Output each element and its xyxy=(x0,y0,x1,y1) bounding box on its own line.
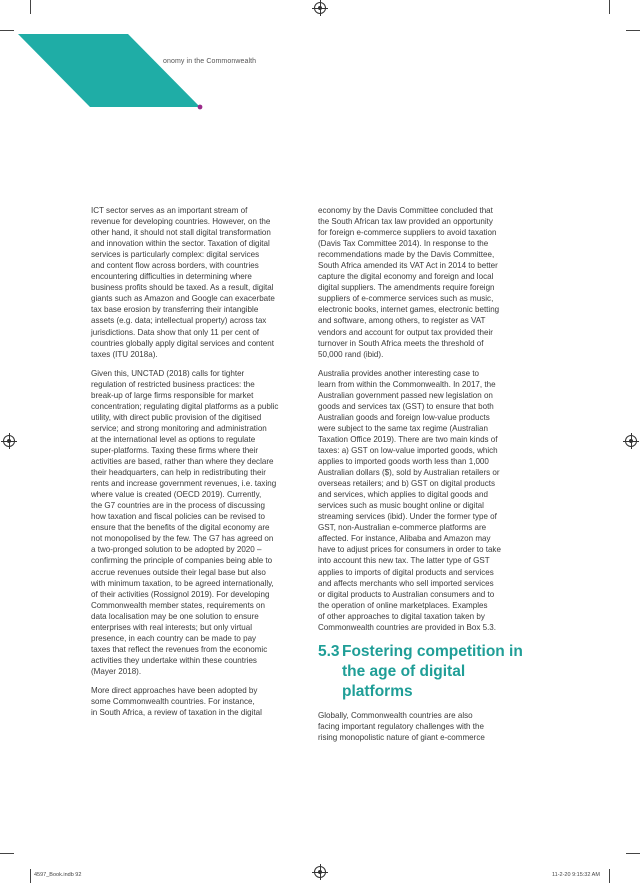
text-line: rising monopolistic nature of giant e-commerce xyxy=(318,732,485,742)
text-line: break-up of large firms responsible for market xyxy=(91,390,254,400)
text-line: applies to imports of digital products and services xyxy=(318,567,494,577)
section-heading xyxy=(318,642,532,702)
text-line: how taxation and fiscal policies can be revised to xyxy=(91,512,266,522)
text-line: GST, non-Australian e-commerce platforms are xyxy=(318,523,487,533)
slug-file-info: 4597_Book.indb 92 xyxy=(34,872,82,878)
text-line: Given this, UNCTAD (2018) calls for tighter xyxy=(91,368,245,378)
text-line: accrue revenues outside their legal base but also xyxy=(91,567,266,577)
text-line: taxes: a) GST on low-value imported goods, which xyxy=(318,445,498,455)
text-line: regulation of restricted business practices: the xyxy=(91,379,255,389)
text-line: of their activities (Rossignol 2019). For developing xyxy=(91,589,270,599)
text-line: More direct approaches have been adopted by xyxy=(91,685,258,695)
body-paragraph xyxy=(318,205,532,360)
right-column-body-top xyxy=(318,205,532,633)
text-line: at the international level as options to regulate xyxy=(91,434,256,444)
text-line: with minimum taxation, to be agreed internationally, xyxy=(91,578,274,588)
crop-mark xyxy=(626,853,640,854)
registration-mark-icon xyxy=(3,435,15,447)
banner-parallelogram xyxy=(18,34,200,107)
text-line: or digital products to Australian consumers and to xyxy=(318,589,495,599)
text-line: Australia provides another interesting case to xyxy=(318,368,480,378)
text-line: learn from within the Commonwealth. In 2017, the xyxy=(318,379,496,389)
slug-timestamp: 11-2-20 9:15:32 AM xyxy=(552,872,600,878)
body-paragraph xyxy=(91,205,307,360)
body-paragraph xyxy=(318,368,532,633)
text-line: capture the digital economy and foreign and local xyxy=(318,272,494,282)
text-line: and content flow across borders, with countries xyxy=(91,261,259,271)
text-line: countries globally apply digital services and content xyxy=(91,338,274,348)
text-line: Australian dollars ($), sold by Australian retailers or xyxy=(318,468,500,478)
text-line: business profits should be taxed. As a result, digital xyxy=(91,283,274,293)
text-line: streaming services (ibid). Under the former type of xyxy=(318,512,497,522)
text-line: assets (e.g. data; intellectual property) across tax xyxy=(91,316,267,326)
text-line: affected. For instance, Alibaba and Amazon may xyxy=(318,534,491,544)
text-line: Australian goods and foreign low-value products xyxy=(318,412,490,422)
text-line: rents and increase government revenues, i.e. taxing xyxy=(91,479,277,489)
text-line: enterprises with real interests; but only virtual xyxy=(91,622,253,632)
text-line: and innovation within the sector. Taxation of digital xyxy=(91,239,270,249)
text-line: utility, with direct public provision of the digitised xyxy=(91,412,262,422)
running-head: onomy in the Commonwealth xyxy=(163,58,257,65)
text-line: revenue for developing countries. However, on the xyxy=(91,217,271,227)
text-line: Commonwealth member states, requirements on xyxy=(91,600,265,610)
text-line: and affects merchants who sell imported services xyxy=(318,578,494,588)
text-line: concentration; regulating digital platforms as a public xyxy=(91,401,279,411)
right-column-body-bottom xyxy=(318,710,532,743)
text-line: Taxation Office 2019). There are two main kinds of xyxy=(318,434,498,444)
crop-mark xyxy=(30,869,31,883)
text-line: jurisdictions. Data show that only 11 per cent of xyxy=(91,327,260,337)
text-line: (Mayer 2018). xyxy=(91,666,142,676)
text-line: other hand, it should not stall digital transformation xyxy=(91,228,271,238)
text-line: were subject to the same tax regime (Australian xyxy=(318,423,488,433)
text-line: confirming the principle of companies being able to xyxy=(91,556,273,566)
text-line: in South Africa, a review of taxation in the digital xyxy=(91,708,262,718)
right-column xyxy=(318,205,532,751)
text-line: services such as music bought online or digital xyxy=(318,501,484,511)
text-line: tax base erosion by transferring their intangible xyxy=(91,305,259,315)
text-line: vendors and account for output tax provided their xyxy=(318,327,493,337)
text-line: a two-pronged solution to be adopted by 2020 – xyxy=(91,545,262,555)
text-line: Commonwealth countries are provided in Box 5.3. xyxy=(318,622,497,632)
body-paragraph xyxy=(318,710,532,743)
text-line: overseas retailers; and b) GST on digital products xyxy=(318,479,495,489)
text-line: electronic books, internet games, electronic betting xyxy=(318,305,500,315)
text-line: into account this new tax. The latter type of GST xyxy=(318,556,490,566)
text-line: giants such as Amazon and Google can exacerbate xyxy=(91,294,275,304)
text-line: (Davis Tax Committee 2014). In response to the xyxy=(318,239,489,249)
section-title-line-1: Fostering competition in xyxy=(342,642,523,660)
text-line: have to adjust prices for consumers in order to take xyxy=(318,545,501,555)
banner-dot xyxy=(198,105,203,110)
text-line: data localisation may be one solution to ensure xyxy=(91,611,259,621)
text-line: and software, among others, to register as VAT xyxy=(318,316,486,326)
text-line: presence, in each country can be made to pay xyxy=(91,633,257,643)
text-line: services is particularly complex: digital services xyxy=(91,250,260,260)
left-column xyxy=(91,205,307,726)
text-line: some Commonwealth countries. For instance, xyxy=(91,697,255,707)
text-line: their headquarters, can help in redistributing their xyxy=(91,468,266,478)
text-line: the G7 countries are in the process of discussing xyxy=(91,501,265,511)
text-line: ICT sector serves as an important stream of xyxy=(91,206,248,215)
text-line: where value is created (OECD 2019). Currently, xyxy=(91,490,262,500)
text-line: super-platforms. Taxing these firms where their xyxy=(91,445,259,455)
crop-mark xyxy=(0,853,14,854)
text-line: activities they undertake within these countries xyxy=(91,655,257,665)
section-title-line-2: the age of digital platforms xyxy=(342,662,466,700)
text-line: Globally, Commonwealth countries are also xyxy=(318,710,473,720)
registration-mark-icon xyxy=(625,435,637,447)
text-line: the operation of online marketplaces. Examples xyxy=(318,600,488,610)
text-line: goods and services tax (GST) to ensure that both xyxy=(318,401,494,411)
text-line: digital suppliers. The amendments require foreign xyxy=(318,283,495,293)
text-line: Australian government passed new legislation on xyxy=(318,390,493,400)
text-line: economy by the Davis Committee concluded that xyxy=(318,206,493,215)
crop-mark xyxy=(609,869,610,883)
text-line: taxes (ITU 2018a). xyxy=(91,349,158,359)
text-line: and services, which applies to digital goods and xyxy=(318,490,488,500)
text-line: encountering difficulties in determining where xyxy=(91,272,252,282)
crop-mark xyxy=(609,0,610,14)
registration-mark-icon xyxy=(314,866,326,878)
section-number: 5.3 xyxy=(318,642,340,660)
text-line: suppliers of e-commerce services such as music, xyxy=(318,294,494,304)
text-line: 50,000 rand (ibid). xyxy=(318,349,384,359)
body-paragraph xyxy=(91,685,307,718)
text-line: service; and strong monitoring and administration xyxy=(91,423,267,433)
text-line: ensure that the benefits of the digital economy are xyxy=(91,523,270,533)
text-line: facing important regulatory challenges with the xyxy=(318,721,484,731)
text-line: taxes that reflect the revenues from the economic xyxy=(91,644,268,654)
text-line: the South African tax law provided an opportunity xyxy=(318,217,493,227)
text-line: applies to imported goods worth less than 1,000 xyxy=(318,457,489,467)
text-line: turnover in South Africa meets the threshold of xyxy=(318,338,484,348)
body-paragraph xyxy=(91,368,307,677)
text-line: activities are based, rather than where they declare xyxy=(91,457,274,467)
text-line: for foreign e-commerce suppliers to avoid taxation xyxy=(318,228,497,238)
crop-mark xyxy=(626,30,640,31)
text-line: not monopolised by the few. The G7 has agreed on xyxy=(91,534,274,544)
registration-mark-icon xyxy=(314,2,326,14)
text-line: South Africa amended its VAT Act in 2014 to better xyxy=(318,261,498,271)
text-line: of other approaches to digital taxation taken by xyxy=(318,611,485,621)
text-line: recommendations made by the Davis Committee, xyxy=(318,250,495,260)
